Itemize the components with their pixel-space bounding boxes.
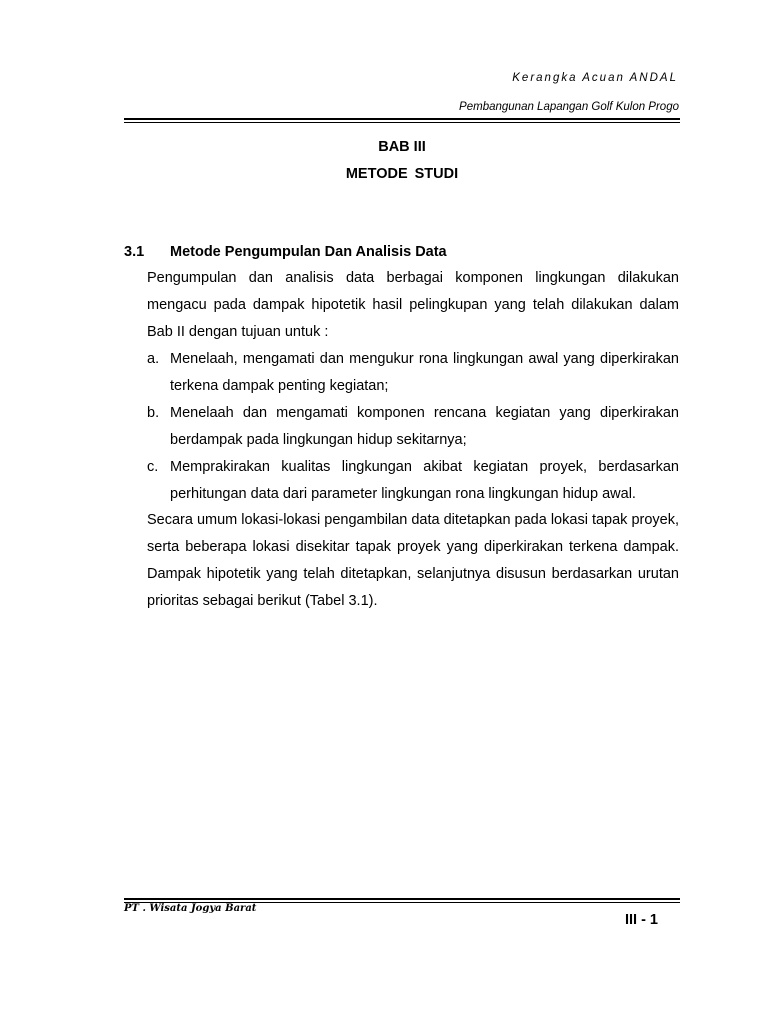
closing-paragraph: Secara umum lokasi-lokasi pengambilan data ditetapkan pada lokasi tapak proyek, serta beberapa lokasi disekitar tapak proyek yang diperkirakan terkena dampak. Dampak hipotetik yang telah ditetapkan, selanjutnya disusun berdasarkan urutan prioritas sebagai berikut (Tabel 3.1). [147, 512, 679, 609]
list-item-text: Menelaah dan mengamati komponen rencana kegiatan yang diperkirakan berdampak pada lingkungan hidup sekitarnya; [170, 405, 679, 448]
chapter-number: BAB III [378, 139, 426, 155]
section-number: 3.1 [124, 244, 145, 260]
intro-paragraph: Pengumpulan dan analisis data berbagai komponen lingkungan dilakukan mengacu pada dampak hipotetik hasil pelingkupan yang telah dilakukan dalam Bab II dengan tujuan untuk : [147, 270, 679, 340]
list-item [147, 454, 679, 508]
section-heading [124, 244, 447, 260]
list-item [147, 346, 679, 400]
section-title: Metode Pengumpulan Dan Analisis Data [170, 244, 447, 260]
list-item [147, 400, 679, 454]
list-item-text: Memprakirakan kualitas lingkungan akibat kegiatan proyek, berdasarkan perhitungan data dari parameter lingkungan rona lingkungan hidup awal. [170, 459, 679, 502]
footer-company: PT . Wisata Jogya Barat [124, 903, 257, 914]
objectives-list [147, 346, 679, 508]
running-header-subtitle: Pembangunan Lapangan Golf Kulon Progo [459, 101, 679, 113]
list-item-text: Menelaah, mengamati dan mengukur rona lingkungan awal yang diperkirakan terkena dampak penting kegiatan; [170, 351, 679, 394]
running-header-title: Kerangka Acuan ANDAL [512, 72, 678, 84]
list-marker: b. [147, 405, 160, 421]
chapter-title: METODE STUDI [345, 166, 459, 182]
list-marker: a. [147, 351, 160, 367]
list-marker: c. [147, 459, 159, 475]
page-number: III - 1 [624, 912, 658, 928]
header-divider [124, 118, 680, 123]
